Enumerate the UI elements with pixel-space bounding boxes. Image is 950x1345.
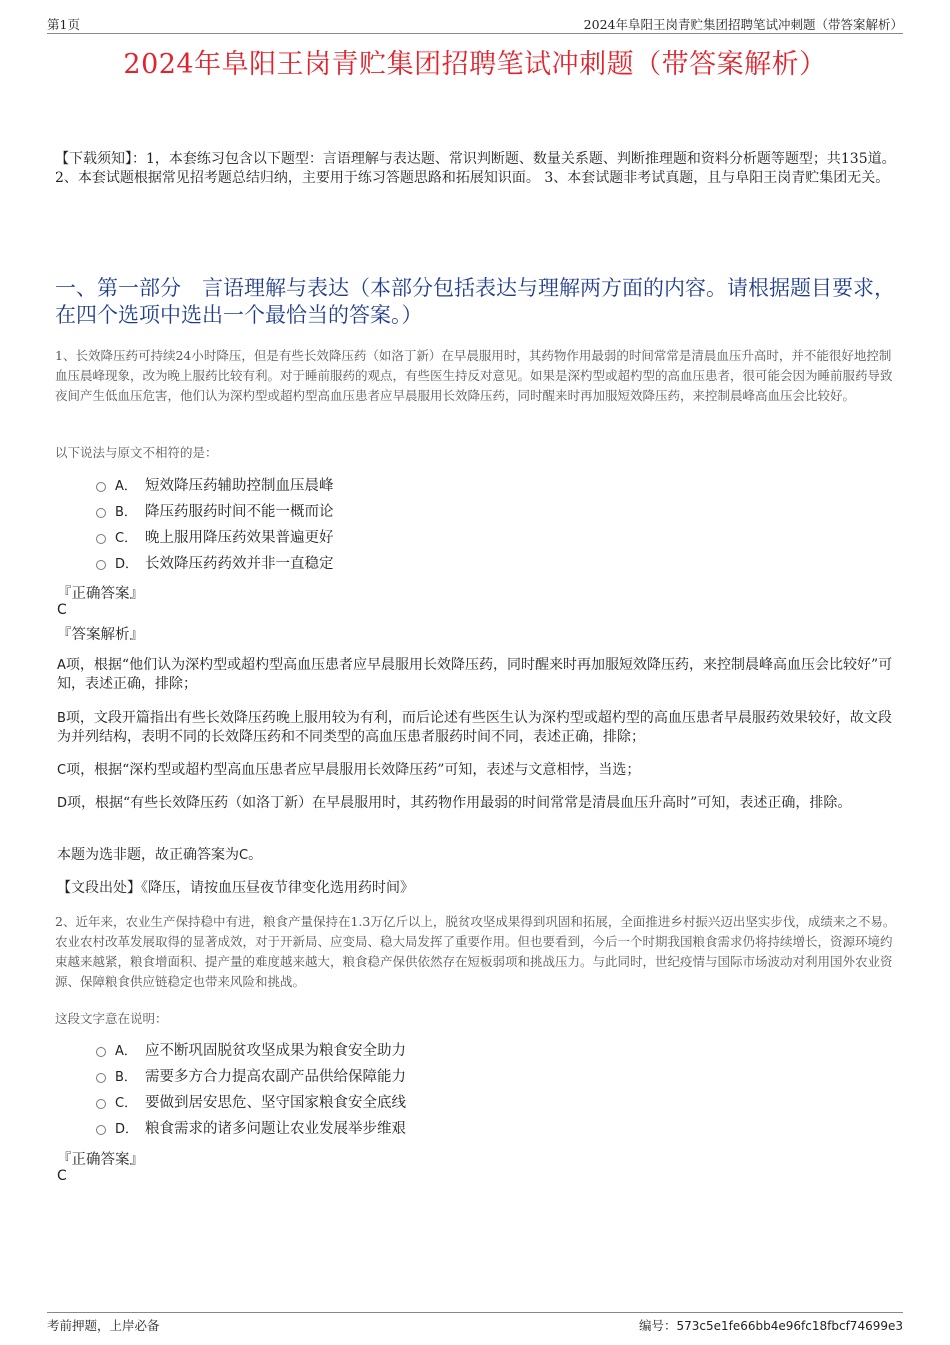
question-1-option-d[interactable]: D． 长效降压药药效并非一直稳定 [96, 554, 334, 574]
analysis-option-c: C项，根据“深杓型或超杓型高血压患者应早晨服用长效降压药”可知，表述与文意相悖，当选； [57, 762, 641, 778]
question-2-option-d[interactable]: D． 粮食需求的诸多问题让农业发展举步维艰 [96, 1119, 406, 1139]
question-1-option-a[interactable]: A． 短效降压药辅助控制血压晨峰 [96, 476, 334, 496]
radio-icon[interactable] [96, 1099, 106, 1109]
document-title: 2024年阜阳王岗青贮集团招聘笔试冲刺题（带答案解析） [123, 49, 827, 80]
page-header [47, 15, 903, 34]
footer-slogan: 考前押题，上岸必备 [47, 1318, 160, 1333]
question-1-prompt: 以下说法与原文不相符的是： [55, 445, 218, 460]
question-2-answer-label: 『正确答案』 [57, 1152, 144, 1168]
radio-icon[interactable] [96, 534, 106, 544]
question-1-conclusion: 本题为选非题，故正确答案为C。 [57, 847, 263, 863]
question-1-analysis-label: 『答案解析』 [57, 627, 144, 643]
section-heading: 一、第一部分 言语理解与表达（本部分包括表达与理解两方面的内容。请根据题目要求，在四个选项中选出一个最恰当的答案。） [55, 276, 895, 327]
radio-icon[interactable] [96, 560, 106, 570]
question-2-option-c[interactable]: C． 要做到居安思危、坚守国家粮食安全底线 [96, 1093, 406, 1113]
radio-icon[interactable] [96, 482, 106, 492]
question-1-source: 【文段出处】《降压，请按血压昼夜节律变化选用药时间》 [57, 880, 414, 896]
radio-icon[interactable] [96, 1125, 106, 1135]
page-footer [47, 1312, 903, 1333]
question-2-stem: 2、近年来，农业生产保持稳中有进，粮食产量保持在1.3万亿斤以上，脱贫攻坚成果得到巩固和拓展，全面推进乡村振兴迈出坚实步伐，成绩来之不易。农业农村改革发展取得的显著成效，对于开新局、应变局、稳大局发挥了重要作用。但也要看到，今后一个时期我国粮食需求仍将持续增长，资源环境约束越来越紧，粮食增面积、提产量的难度越来越大，粮食稳产保供依然存在短板弱项和挑战压力。与此同时，世纪疫情与国际市场波动对利用国外农业资源、保障粮食供应链稳定也带来风险和挑战。 [55, 914, 896, 989]
document-code: 编号：573c5e1fe66bb4e96fc18fbcf74699e3 [638, 1318, 903, 1333]
question-1-option-b[interactable]: B． 降压药服药时间不能一概而论 [96, 502, 334, 522]
radio-icon[interactable] [96, 508, 106, 518]
analysis-option-d: D项，根据“有些长效降压药（如洛丁新）在早晨服用时，其药物作用最弱的时间常常是清晨血压升高时”可知，表述正确，排除。 [57, 795, 852, 811]
download-notice: 【下载须知】：1，本套练习包含以下题型：言语理解与表达题、常识判断题、数量关系题、判断推理题和资料分析题等题型；共135道。 2、本套试题根据常见招考题总结归纳，主要用于练习答题思路和拓展知识面。 3、本套试题非考试真题，且与阜阳王岗青贮集团无关。 [55, 151, 896, 186]
radio-icon[interactable] [96, 1073, 106, 1083]
radio-icon[interactable] [96, 1047, 106, 1057]
question-1-answer: C [57, 602, 67, 618]
analysis-option-a: A项，根据“他们认为深杓型或超杓型高血压患者应早晨服用长效降压药，同时醒来时再加服短效降压药，来控制晨峰高血压会比较好”可知，表述正确，排除； [57, 657, 893, 692]
question-2-option-b[interactable]: B． 需要多方合力提高农副产品供给保障能力 [96, 1067, 406, 1087]
analysis-option-b: B项，文段开篇指出有些长效降压药晚上服用较为有利，而后论述有些医生认为深杓型或超杓型的高血压患者早晨服药效果较好，故文段为并列结构，表明不同的长效降压药和不同类型的高血压患者服药时间不同，表述正确，排除； [57, 710, 892, 745]
page-number: 第1页 [47, 17, 80, 32]
question-1-stem: 1、长效降压药可持续24小时降压，但是有些长效降压药（如洛丁新）在早晨服用时，其药物作用最弱的时间常常是清晨血压升高时，并不能很好地控制血压晨峰现象，改为晚上服药比较有利。对于睡前服药的观点，有些医生持反对意见。如果是深杓型或超杓型的高血压患者，很可能会因为睡前服药导致夜间产生低血压危害，他们认为深杓型或超杓型高血压患者应早晨服用长效降压药，同时醒来时再加服短效降压药，来控制晨峰高血压会比较好。 [55, 348, 893, 403]
header-doc-title: 2024年阜阳王岗青贮集团招聘笔试冲刺题（带答案解析） [583, 17, 903, 32]
question-1-answer-label: 『正确答案』 [57, 586, 144, 602]
question-2-prompt: 这段文字意在说明： [55, 1011, 168, 1026]
question-1-option-c[interactable]: C． 晚上服用降压药效果普遍更好 [96, 528, 334, 548]
question-2-answer: C [57, 1168, 67, 1184]
question-2-option-a[interactable]: A． 应不断巩固脱贫攻坚成果为粮食安全助力 [96, 1041, 406, 1061]
